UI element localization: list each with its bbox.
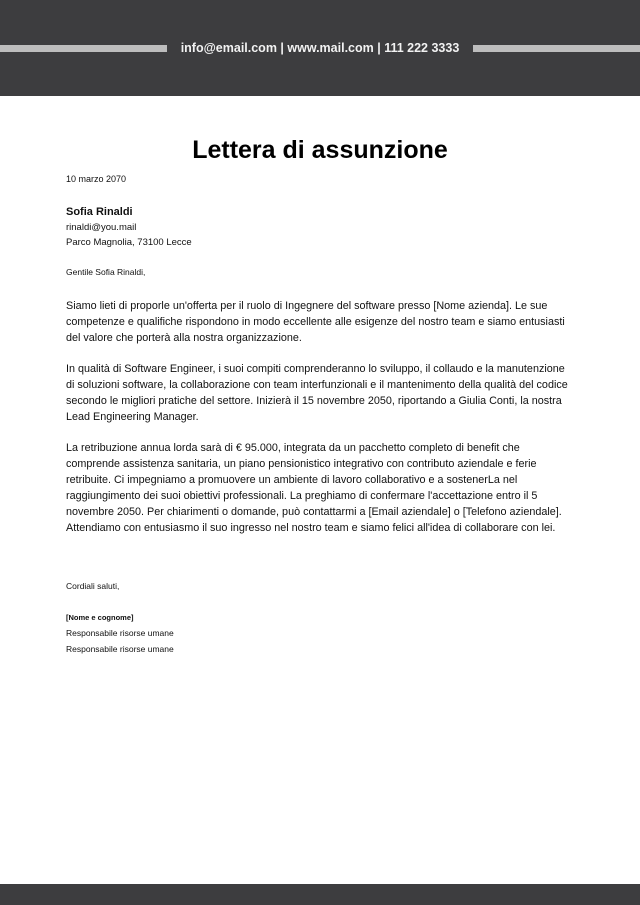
recipient-name: Sofia Rinaldi [66,206,133,218]
header-divider-left [0,45,167,52]
letter-paragraph: Siamo lieti di proporle un'offerta per il ruolo di Ingegnere del software presso [Nome azienda]. Le sue competenze e qualifiche rispondono in modo eccellente alle esigenze del nostro team e siamo entusiasti del valore che porterà alla nostra organizzazione. [66,300,565,344]
salutation: Gentile Sofia Rinaldi, [66,267,146,277]
letter-date: 10 marzo 2070 [66,174,127,184]
letter-paragraph: La retribuzione annua lorda sarà di € 95.000, integrata da un pacchetto completo di benefit che comprende assistenza sanitaria, un piano pensionistico integrativo con contributo aziendale e ferie retribuite. Ci impegniamo a promuovere un ambiente di lavoro collaborativo e a sostenerLa nel raggiungimento dei suoi obiettivi professionali. La preghiamo di confermare l'accettazione entro il 5 novembre 2050. Per chiarimenti o domande, può contattarmi a [Email aziendale] o [Telefono aziendale]. Attendiamo con entusiasmo il suo ingresso nel nostro team e siamo felici all'idea di collaborare con lei. [66,442,562,534]
letter-paragraph: In qualità di Software Engineer, i suoi compiti comprenderanno lo sviluppo, il collaudo e la manutenzione di soluzioni software, la collaborazione con team interfunzionali e il mantenimento della qualità del codice secondo le migliori pratiche del settore. Inizierà il 15 novembre 2050, riportando a Giulia Conti, la nostra Lead Engineering Manager. [66,363,568,423]
header-contact-info: info@email.com | www.mail.com | 111 222 3333 [180,41,460,55]
header-band [0,0,640,96]
signature-role: Responsabile risorse umane [66,628,174,638]
signature-name: [Nome e cognome] [66,613,134,622]
recipient-email: rinaldi@you.mail [66,222,137,233]
closing: Cordiali saluti, [66,581,120,591]
signature-role: Responsabile risorse umane [66,644,174,654]
footer-band [0,884,640,905]
header-divider-right [473,45,640,52]
recipient-address: Parco Magnolia, 73100 Lecce [66,237,192,248]
letter-title: Lettera di assunzione [192,136,448,164]
